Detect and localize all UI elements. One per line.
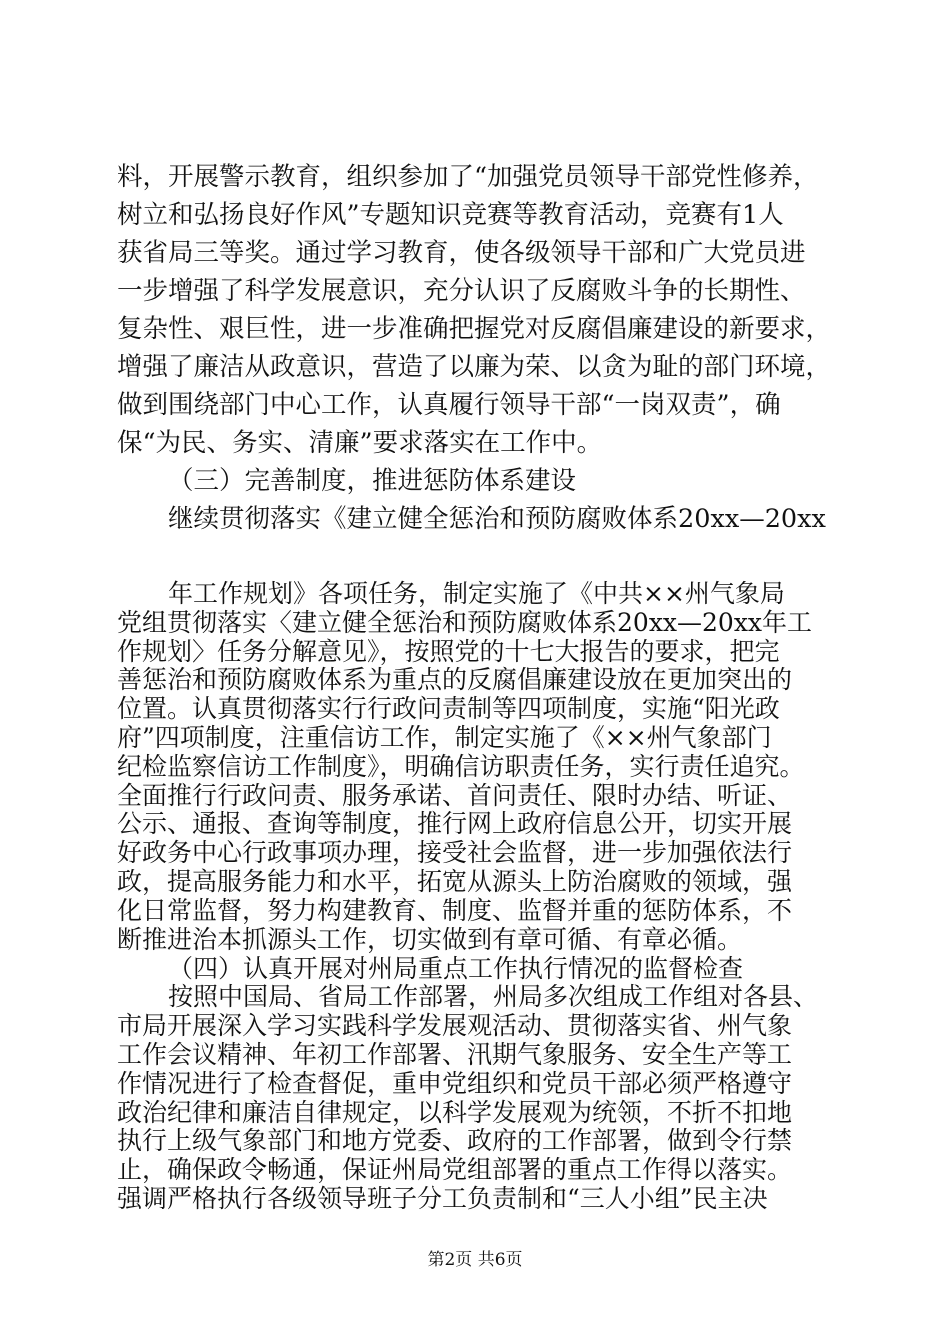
text-line: 强调严格执行各级领导班子分工负责制和“三人小组”民主决 <box>117 1184 768 1213</box>
text-line: 善惩治和预防腐败体系为重点的反腐倡廉建设放在更加突出的 <box>117 665 793 694</box>
text-line: 府”四项制度，注重信访工作，制定实施了《××州气象部门 <box>117 723 772 752</box>
text-line: 复杂性、艰巨性，进一步准确把握党对反腐倡廉建设的新要求， <box>117 314 832 344</box>
page-number-footer: 第2页 共6页 <box>427 1250 523 1270</box>
text-line: 全面推行行政问责、服务承诺、首问责任、限时办结、听证、 <box>117 781 793 810</box>
text-line: 获省局三等奖。通过学习教育，使各级领导干部和广大党员进 <box>117 238 806 268</box>
text-line: 一步增强了科学发展意识，充分认识了反腐败斗争的长期性、 <box>117 276 806 306</box>
text-line: 党组贯彻落实〈建立健全惩治和预防腐败体系20xx—20xx年工 <box>117 608 813 637</box>
text-line: 保“为民、务实、清廉”要求落实在工作中。 <box>117 428 603 458</box>
text-line: 政治纪律和廉洁自律规定，以科学发展观为统领，不折不扣地 <box>117 1098 793 1127</box>
section-heading: （四）认真开展对州局重点工作执行情况的监督检查 <box>168 954 744 983</box>
text-line: 公示、通报、查询等制度，推行网上政府信息公开，切实开展 <box>117 809 793 838</box>
text-line: 工作会议精神、年初工作部署、汛期气象服务、安全生产等工 <box>117 1040 793 1069</box>
text-line: 好政务中心行政事项办理，接受社会监督，进一步加强依法行 <box>117 838 793 867</box>
section-heading: （三）完善制度，推进惩防体系建设 <box>168 466 577 496</box>
text-line: 纪检监察信访工作制度》，明确信访职责任务，实行责任追究。 <box>117 752 805 781</box>
text-line: 树立和弘扬良好作风”专题知识竞赛等教育活动，竞赛有1人 <box>117 200 784 230</box>
text-line: 作情况进行了检查督促，重申党组织和党员干部必须严格遵守 <box>117 1069 793 1098</box>
text-line: 增强了廉洁从政意识，营造了以廉为荣、以贪为耻的部门环境， <box>117 352 832 382</box>
text-line: 止，确保政令畅通，保证州局党组部署的重点工作得以落实。 <box>117 1155 793 1184</box>
text-line: 料，开展警示教育，组织参加了“加强党员领导干部党性修养， <box>117 162 819 192</box>
text-line: 政，提高服务能力和水平，拓宽从源头上防治腐败的领域，强 <box>117 867 793 896</box>
text-line: 继续贯彻落实《建立健全惩治和预防腐败体系20xx—20xx <box>168 504 826 534</box>
text-line: 断推进治本抓源头工作，切实做到有章可循、有章必循。 <box>117 925 743 954</box>
text-line: 作规划〉任务分解意见》，按照党的十七大报告的要求，把完 <box>117 637 780 666</box>
text-line: 按照中国局、省局工作部署，州局多次组成工作组对各县、 <box>168 982 819 1011</box>
text-line: 执行上级气象部门和地方党委、政府的工作部署，做到令行禁 <box>117 1126 793 1155</box>
text-line: 年工作规划》各项任务，制定实施了《中共××州气象局 <box>168 579 785 608</box>
text-line: 市局开展深入学习实践科学发展观活动、贯彻落实省、州气象 <box>117 1011 793 1040</box>
text-line: 化日常监督，努力构建教育、制度、监督并重的惩防体系，不 <box>117 896 793 925</box>
text-line: 位置。认真贯彻落实行行政问责制等四项制度，实施“阳光政 <box>117 694 780 723</box>
text-line: 做到围绕部门中心工作，认真履行领导干部“一岗双责”，确 <box>117 390 781 420</box>
